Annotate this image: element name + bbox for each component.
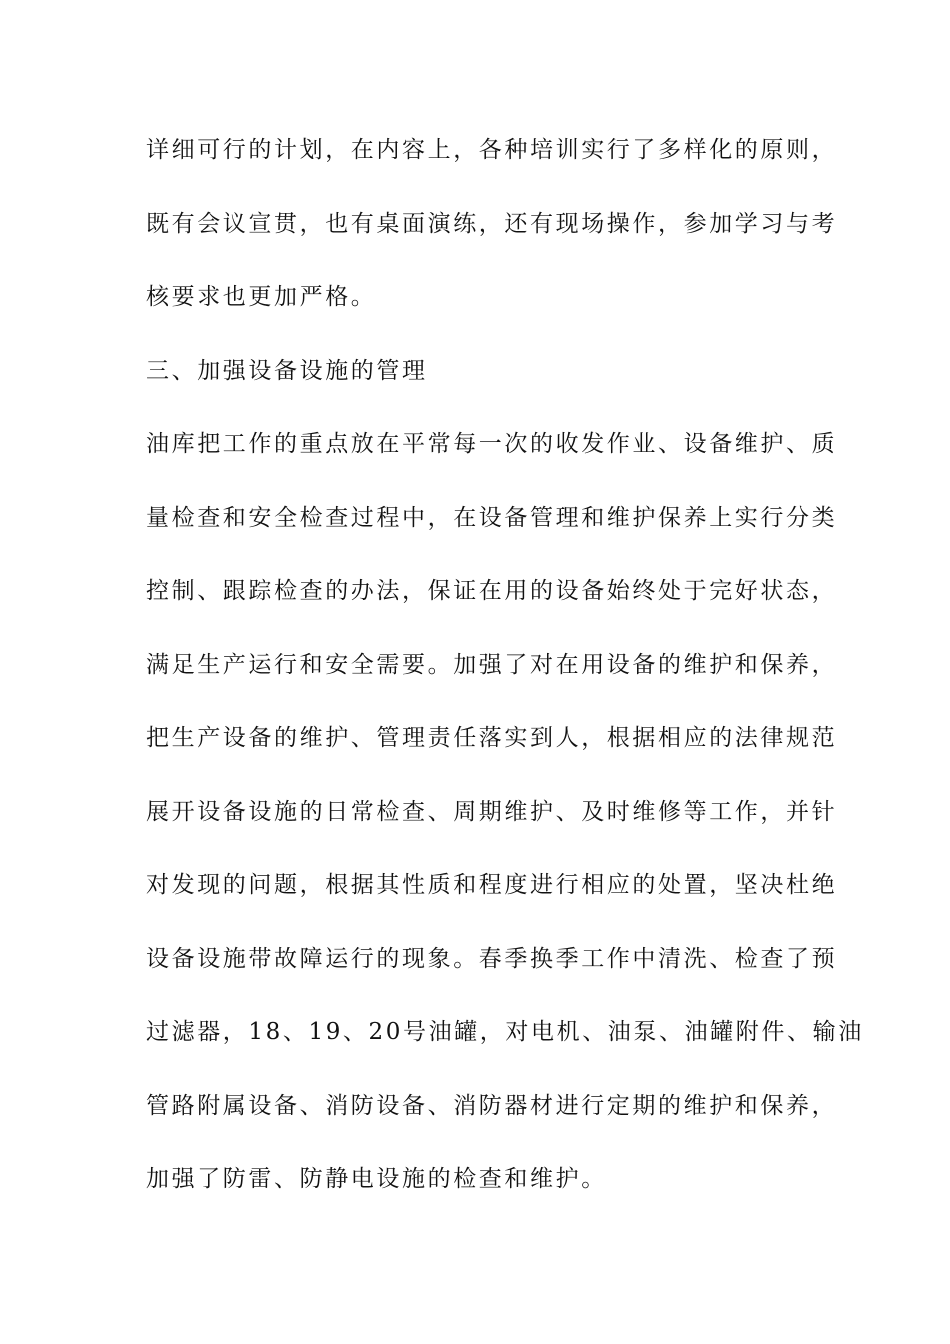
paragraph-line: 加强了防雷、防静电设施的检查和维护。 (146, 1166, 607, 1192)
paragraph-line: 控制、跟踪检查的办法，保证在用的设备始终处于完好状态， (146, 578, 838, 604)
paragraph-line: 对发现的问题，根据其性质和程度进行相应的处置，坚决杜绝 (146, 872, 838, 898)
paragraph-line: 详细可行的计划，在内容上，各种培训实行了多样化的原则， (146, 137, 838, 163)
paragraph-line: 满足生产运行和安全需要。加强了对在用设备的维护和保养， (146, 651, 838, 678)
paragraph-line: 展开设备设施的日常检查、周期维护、及时维修等工作，并针 (146, 798, 838, 825)
paragraph-line: 油库把工作的重点放在平常每一次的收发作业、设备维护、质 (146, 431, 838, 457)
paragraph-line: 设备设施带故障运行的现象。春季换季工作中清洗、检查了预 (146, 945, 838, 972)
paragraph-line: 核要求也更加严格。 (146, 284, 377, 310)
section-heading: 三、加强设备设施的管理 (146, 357, 428, 384)
document-body (146, 128, 864, 1231)
paragraph-line: 管路附属设备、消防设备、消防器材进行定期的维护和保养， (146, 1092, 838, 1119)
paragraph-line: 既有会议宣贯，也有桌面演练，还有现场操作，参加学习与考 (146, 210, 838, 237)
paragraph-line: 过滤器，18、19、20号油罐，对电机、油泵、油罐附件、输油 (146, 1019, 864, 1045)
paragraph-line: 量检查和安全检查过程中，在设备管理和维护保养上实行分类 (146, 504, 838, 531)
paragraph-line: 把生产设备的维护、管理责任落实到人，根据相应的法律规范 (146, 725, 838, 751)
